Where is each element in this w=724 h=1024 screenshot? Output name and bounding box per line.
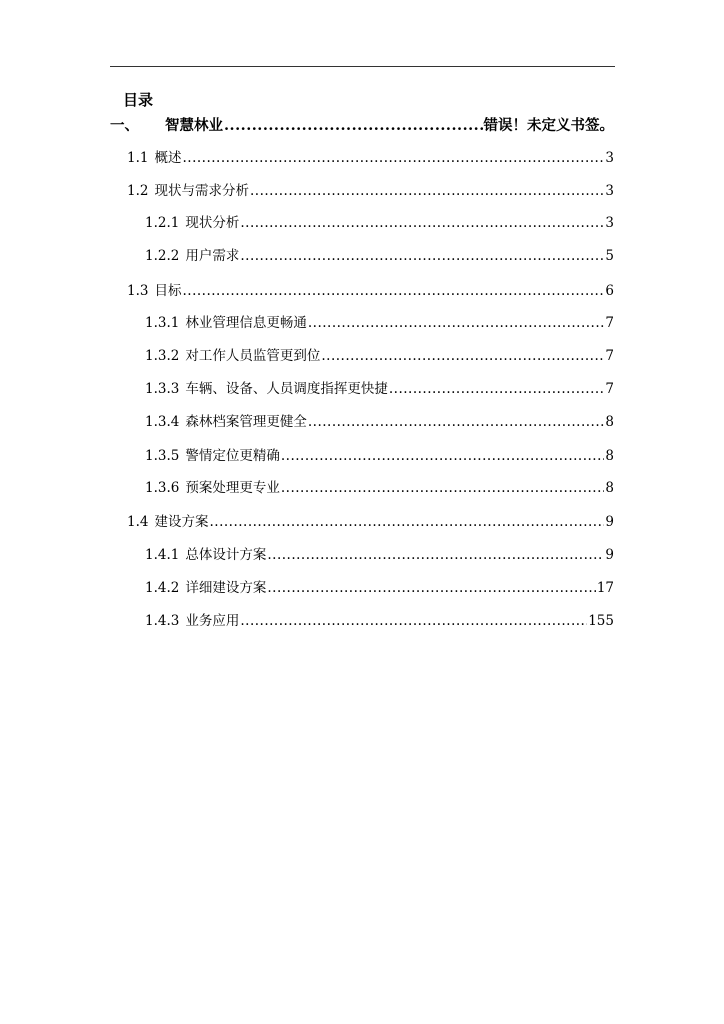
- toc-dot-leader: [240, 611, 587, 631]
- toc-dot-leader: [281, 478, 605, 498]
- toc-dot-leader: [389, 379, 605, 399]
- toc-entry[interactable]: [110, 116, 614, 136]
- toc-entry-page: 错误！未定义书签。: [483, 117, 614, 134]
- toc-entry-number: 1.3.5: [145, 448, 180, 464]
- toc-entry-page: 7: [605, 315, 614, 331]
- toc-entry[interactable]: [127, 512, 614, 532]
- toc-entry[interactable]: [145, 379, 614, 399]
- toc-entry-page: 6: [605, 283, 614, 299]
- toc-dot-leader: [267, 545, 604, 565]
- toc-entry-page: 155: [588, 613, 614, 629]
- toc-entry-page: 8: [605, 414, 614, 430]
- toc-entry-page: 8: [605, 448, 614, 464]
- toc-entry[interactable]: [145, 478, 614, 498]
- toc-entry-label: 现状分析: [185, 215, 240, 231]
- toc-dot-leader: [209, 512, 604, 532]
- toc-entry-number: 1.3.6: [145, 480, 180, 496]
- toc-entry-label: 建设方案: [154, 514, 209, 530]
- toc-entry[interactable]: [145, 412, 614, 432]
- toc-dot-leader: [281, 446, 605, 466]
- toc-entry[interactable]: [145, 346, 614, 366]
- toc-entry[interactable]: [145, 446, 614, 466]
- toc-entry-page: 7: [605, 348, 614, 364]
- toc-entry-label: 详细建设方案: [185, 580, 267, 596]
- toc-dot-leader: [250, 181, 604, 201]
- toc-entry-number: 1.2.1: [145, 215, 180, 231]
- toc-entry-number: 1.4.1: [145, 547, 180, 563]
- toc-entry-page: 3: [605, 150, 614, 166]
- toc-dot-leader: [240, 246, 604, 266]
- toc-entry-number: 1.4.3: [145, 613, 180, 629]
- toc-dot-leader: [321, 346, 604, 366]
- toc-dot-leader: [224, 116, 483, 136]
- header-rule: [110, 66, 615, 67]
- toc-entry-page: 5: [605, 248, 614, 264]
- toc-dot-leader: [182, 148, 604, 168]
- toc-entry-page: 17: [596, 580, 614, 596]
- toc-entry-label: 目标: [154, 283, 182, 299]
- toc-entry-label: 森林档案管理更健全: [185, 414, 307, 430]
- toc-entry-page: 9: [605, 514, 614, 530]
- toc-entry[interactable]: [145, 578, 614, 598]
- toc-entry[interactable]: [145, 246, 614, 266]
- toc-dot-leader: [308, 412, 605, 432]
- toc-entry-page: 3: [605, 183, 614, 199]
- toc-dot-leader: [240, 213, 604, 233]
- toc-entry-label: 车辆、设备、人员调度指挥更快捷: [185, 381, 388, 397]
- toc-entry[interactable]: [145, 545, 614, 565]
- toc-entry-label: 概述: [154, 150, 182, 166]
- toc-dot-leader: [267, 578, 595, 598]
- toc-entry-number: 1.1: [127, 150, 149, 166]
- toc-entry-label: 智慧林业: [165, 117, 223, 134]
- toc-dot-leader: [182, 281, 604, 301]
- toc-entry-page: 9: [605, 547, 614, 563]
- toc-entry[interactable]: [145, 313, 614, 333]
- toc-entry-label: 预案处理更专业: [185, 480, 280, 496]
- toc-entry-number: 1.3.4: [145, 414, 180, 430]
- toc-entry[interactable]: [145, 611, 614, 631]
- toc-entry-number: 1.4.2: [145, 580, 180, 596]
- toc-dot-leader: [308, 313, 605, 333]
- toc-entry-label: 警情定位更精确: [185, 448, 280, 464]
- toc-entry-page: 8: [605, 480, 614, 496]
- toc-entry-number: 一、: [110, 117, 139, 134]
- toc-entry-page: 7: [605, 381, 614, 397]
- toc-entry-number: 1.2.2: [145, 248, 180, 264]
- toc-entry-label: 现状与需求分析: [154, 183, 249, 199]
- toc-entry-label: 总体设计方案: [185, 547, 267, 563]
- toc-entry-page: 3: [605, 215, 614, 231]
- toc-entry-label: 业务应用: [185, 613, 240, 629]
- toc-entry-label: 林业管理信息更畅通: [185, 315, 307, 331]
- toc-entry[interactable]: [127, 281, 614, 301]
- toc-entry-number: 1.2: [127, 183, 149, 199]
- toc-entry-number: 1.3.1: [145, 315, 180, 331]
- toc-entry-number: 1.4: [127, 514, 149, 530]
- toc-entry-number: 1.3.3: [145, 381, 180, 397]
- toc-entry-number: 1.3.2: [145, 348, 180, 364]
- toc-entry-number: 1.3: [127, 283, 149, 299]
- toc-entry[interactable]: [127, 148, 614, 168]
- toc-entry-label: 用户需求: [185, 248, 240, 264]
- toc-entry-label: 对工作人员监管更到位: [185, 348, 321, 364]
- toc-entry[interactable]: [127, 181, 614, 201]
- toc-title: 目录: [123, 91, 154, 109]
- toc-entry[interactable]: [145, 213, 614, 233]
